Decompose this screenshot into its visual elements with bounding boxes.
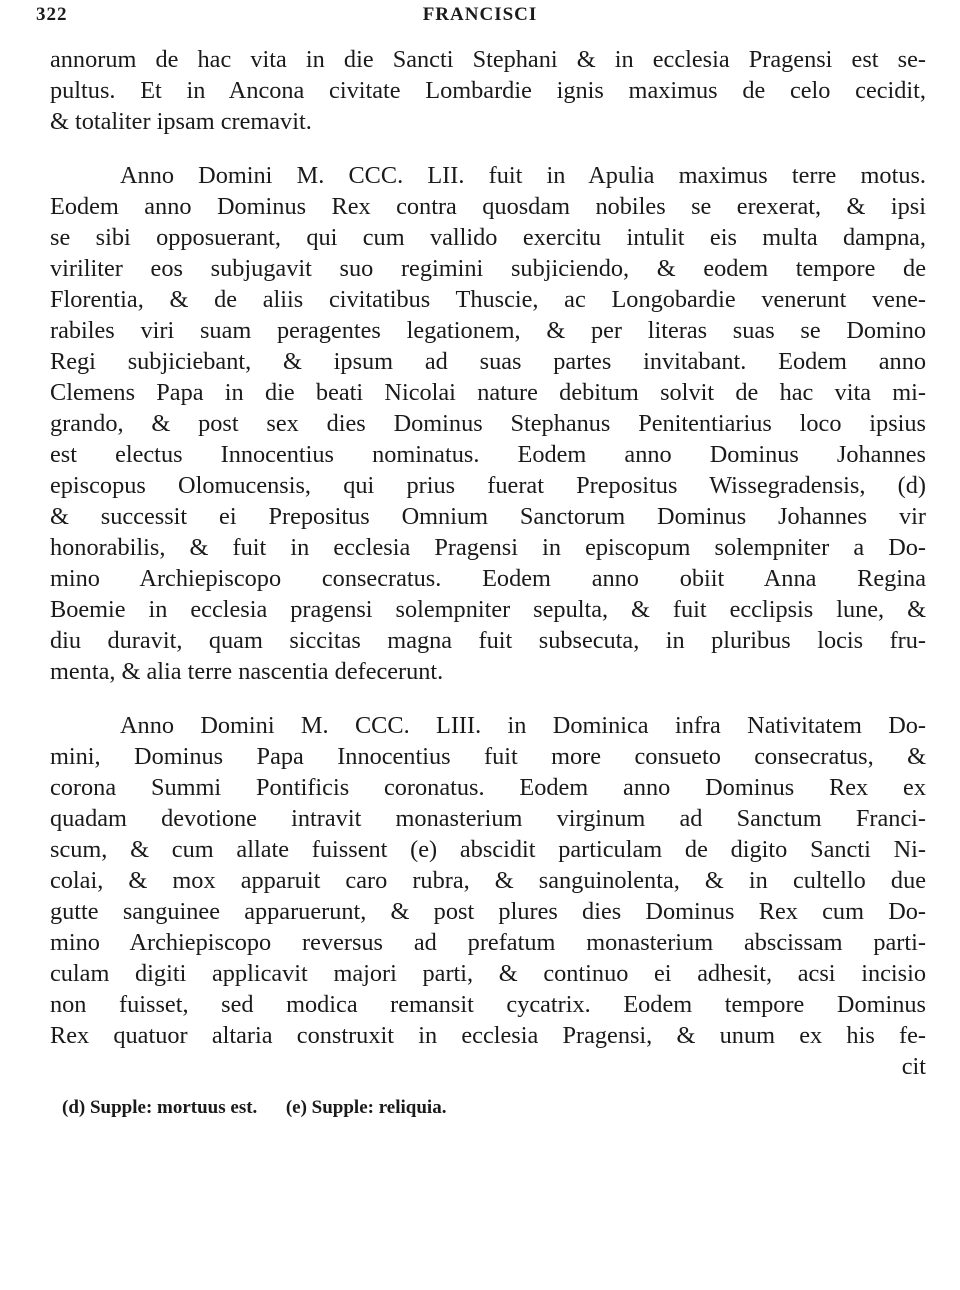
text-line: Eodem anno Dominus Rex contra quosdam nobiles se erexerat, & ipsi xyxy=(50,193,926,220)
text-line: mini, Dominus Papa Innocentius fuit more consueto consecratus, & xyxy=(50,743,926,770)
text-line: menta, & alia terre nascentia defecerunt. xyxy=(50,658,444,685)
footnotes xyxy=(62,1097,446,1119)
text-line: honorabilis, & fuit in ecclesia Pragensi in episcopum solempniter a Do- xyxy=(50,534,926,561)
text-line: culam digiti applicavit majori parti, & continuo ei adhesit, acsi incisio xyxy=(50,960,926,987)
body-text xyxy=(50,44,926,1082)
text-line: se sibi opposuerant, qui cum vallido exercitu intulit eis multa dampna, xyxy=(50,224,926,251)
running-head xyxy=(36,4,924,34)
text-line: corona Summi Pontificis coronatus. Eodem anno Dominus Rex ex xyxy=(50,774,926,801)
text-line: Boemie in ecclesia pragensi solempniter sepulta, & fuit ecclipsis lune, & xyxy=(50,596,926,623)
text-line: viriliter eos subjugavit suo regimini subjiciendo, & eodem tempore de xyxy=(50,255,926,282)
text-line: diu duravit, quam siccitas magna fuit subsecuta, in pluribus locis fru- xyxy=(50,627,926,654)
text-line: Anno Domini M. CCC. LII. fuit in Apulia maximus terre motus. xyxy=(120,162,926,189)
footnote-d: (d) Supple: mortuus est. xyxy=(62,1097,258,1118)
footnote-e: (e) Supple: reliquia. xyxy=(285,1097,447,1118)
text-line: Regi subjiciebant, & ipsum ad suas partes invitabant. Eodem anno xyxy=(50,348,926,375)
text-line: grando, & post sex dies Dominus Stephanus Penitentiarius loco ipsius xyxy=(50,410,926,437)
text-line: quadam devotione intravit monasterium virginum ad Sanctum Franci- xyxy=(50,805,926,832)
running-title: FRANCISCI xyxy=(422,4,538,25)
text-line: annorum de hac vita in die Sancti Stephani & in ecclesia Pragensi est se- xyxy=(50,46,926,73)
text-line: pultus. Et in Ancona civitate Lombardie ignis maximus de celo cecidit, xyxy=(50,77,926,104)
text-line: & totaliter ipsam cremavit. xyxy=(50,108,312,135)
text-line: est electus Innocentius nominatus. Eodem anno Dominus Johannes xyxy=(50,441,926,468)
text-line: episcopus Olomucensis, qui prius fuerat Prepositus Wissegradensis, (d) xyxy=(50,472,926,499)
text-line: rabiles viri suam peragentes legationem, & per literas suas se Domino xyxy=(50,317,926,344)
catchword: cit xyxy=(901,1053,926,1080)
text-line: scum, & cum allate fuissent (e) abscidit particulam de digito Sancti Ni- xyxy=(50,836,926,863)
text-line: non fuisset, sed modica remansit cycatrix. Eodem tempore Dominus xyxy=(50,991,926,1018)
paragraph-2 xyxy=(50,160,926,687)
text-line: mino Archiepiscopo reversus ad prefatum monasterium abscissam parti- xyxy=(50,929,926,956)
text-line: Clemens Papa in die beati Nicolai nature debitum solvit de hac vita mi- xyxy=(50,379,926,406)
paragraph-3 xyxy=(50,710,926,1082)
text-line: Rex quatuor altaria construxit in ecclesia Pragensi, & unum ex his fe- xyxy=(50,1022,926,1049)
page-number: 322 xyxy=(36,4,68,25)
text-line: & successit ei Prepositus Omnium Sanctorum Dominus Johannes vir xyxy=(50,503,926,530)
paragraph-1 xyxy=(50,44,926,137)
text-line: Anno Domini M. CCC. LIII. in Dominica infra Nativitatem Do- xyxy=(120,712,926,739)
text-line: mino Archiepiscopo consecratus. Eodem anno obiit Anna Regina xyxy=(50,565,926,592)
text-line: Florentia, & de aliis civitatibus Thuscie, ac Longobardie venerunt vene- xyxy=(50,286,926,313)
text-line: colai, & mox apparuit caro rubra, & sanguinolenta, & in cultello due xyxy=(50,867,926,894)
text-line: gutte sanguinee apparuerunt, & post plures dies Dominus Rex cum Do- xyxy=(50,898,926,925)
